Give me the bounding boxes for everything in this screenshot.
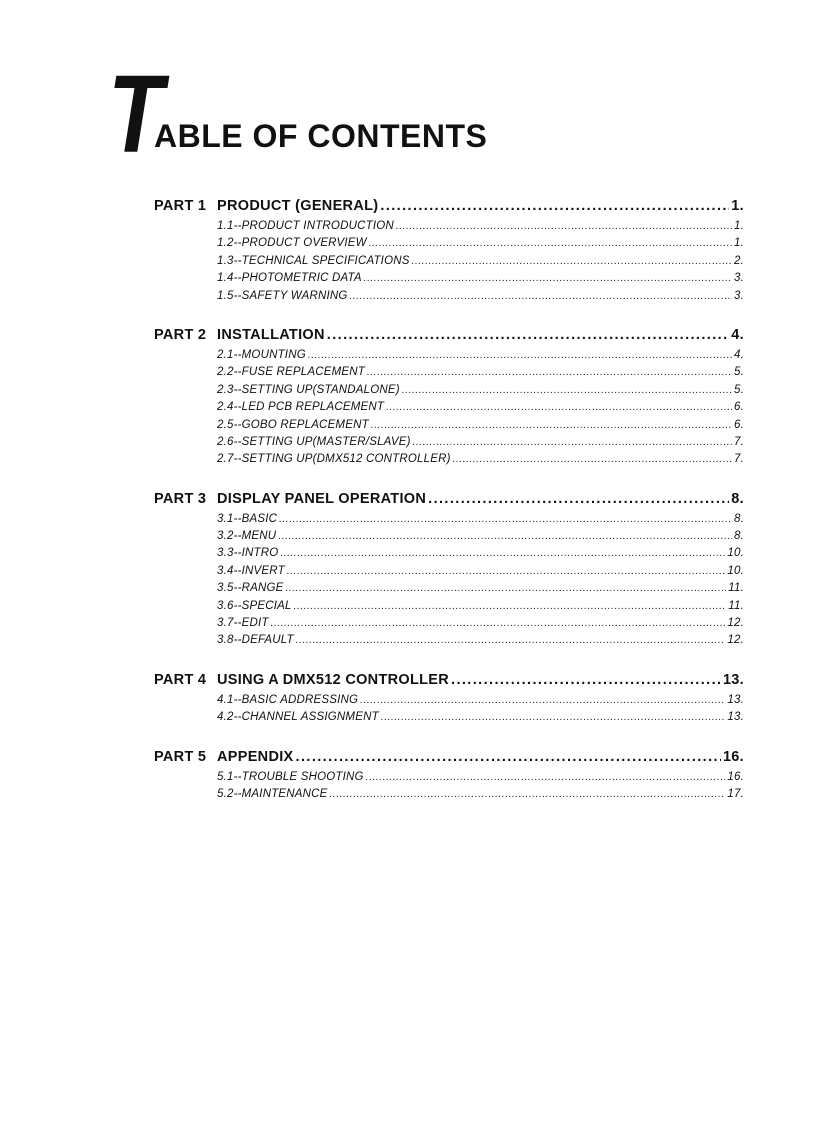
dot-leader <box>364 273 732 284</box>
dot-leader <box>327 327 730 343</box>
title-initial: T <box>108 53 162 176</box>
entry-page: 13. <box>727 693 744 706</box>
dot-leader <box>402 385 732 396</box>
entry-title: 3.2--MENU <box>217 530 277 543</box>
entry-page: 17. <box>727 787 744 800</box>
entry-page: 1. <box>734 220 744 232</box>
entry-title: 5.1--TROUBLE SHOOTING <box>217 770 364 783</box>
toc-entry[interactable] <box>217 694 744 711</box>
dot-leader <box>287 566 726 577</box>
dot-leader <box>396 221 732 232</box>
entry-page: 1. <box>734 237 744 250</box>
toc-entry[interactable] <box>217 349 744 366</box>
entry-page: 10. <box>727 547 744 560</box>
entry-title: 1.4--PHOTOMETRIC DATA <box>217 272 362 285</box>
part-label: PART 1 <box>154 198 207 214</box>
entry-title: 2.7--SETTING UP(DMX512 CONTROLLER) <box>217 453 451 466</box>
dot-leader <box>451 672 721 688</box>
entry-page: 7. <box>734 453 744 466</box>
part-page: 8. <box>731 490 744 507</box>
entry-page: 12. <box>727 617 744 630</box>
dot-leader <box>386 402 732 413</box>
entry-title: 1.5--SAFETY WARNING <box>217 289 348 302</box>
toc-part-3 <box>154 491 744 652</box>
entry-page: 16. <box>727 770 744 783</box>
entry-page: 2. <box>734 254 744 267</box>
toc-part-heading[interactable] <box>154 491 744 513</box>
dot-leader <box>371 420 732 431</box>
toc-part-4 <box>154 672 744 729</box>
entry-title: 2.1--MOUNTING <box>217 348 306 361</box>
toc-entry[interactable] <box>217 290 744 307</box>
dot-leader <box>366 772 726 783</box>
dot-leader <box>453 454 732 465</box>
toc-part-1 <box>154 198 744 307</box>
dot-leader <box>296 749 721 765</box>
dot-leader <box>294 601 727 612</box>
part-title: PRODUCT (GENERAL) <box>217 198 379 214</box>
entry-page: 4. <box>734 348 744 361</box>
dot-leader <box>271 618 726 629</box>
entry-title: 3.1--BASIC <box>217 512 278 525</box>
entry-page: 6. <box>734 401 744 414</box>
entry-title: 3.6--SPECIAL <box>217 599 292 612</box>
toc-entry[interactable] <box>217 419 744 436</box>
toc-entry[interactable] <box>217 401 744 418</box>
entry-title: 2.2--FUSE REPLACEMENT <box>217 366 365 379</box>
dot-leader <box>412 256 732 267</box>
toc-entry[interactable] <box>217 711 744 728</box>
entry-page: 6. <box>734 418 744 431</box>
dot-leader <box>350 291 732 302</box>
toc-part-2 <box>154 327 744 471</box>
toc-part-5 <box>154 749 744 806</box>
entry-title: 2.4--LED PCB REPLACEMENT <box>217 401 385 414</box>
part-title: APPENDIX <box>217 748 294 765</box>
toc-entry[interactable] <box>217 436 744 453</box>
entry-title: 3.3--INTRO <box>217 547 279 560</box>
toc-items <box>154 349 744 471</box>
toc-entry[interactable] <box>217 513 744 530</box>
entry-page: 11. <box>728 599 744 612</box>
entry-title: 1.1--PRODUCT INTRODUCTION <box>217 220 394 232</box>
toc-entry[interactable] <box>217 237 744 254</box>
part-title: USING A DMX512 CONTROLLER <box>217 671 450 688</box>
toc-entry[interactable] <box>217 220 744 237</box>
title-text: ABLE OF CONTENTS <box>154 118 488 154</box>
part-title: DISPLAY PANEL OPERATION <box>217 490 427 507</box>
entry-page: 12. <box>727 634 744 647</box>
toc-entry[interactable] <box>217 771 744 788</box>
entry-page: 8. <box>734 530 744 543</box>
entry-page: 3. <box>734 289 744 302</box>
dot-leader <box>360 695 725 706</box>
dot-leader <box>280 548 725 559</box>
entry-title: 3.5--RANGE <box>217 582 284 595</box>
part-page: 1. <box>731 198 744 214</box>
entry-title: 2.5--GOBO REPLACEMENT <box>217 418 369 431</box>
toc-entry[interactable] <box>217 366 744 383</box>
entry-title: 1.3--TECHNICAL SPECIFICATIONS <box>217 254 410 267</box>
toc-entry[interactable] <box>217 600 744 617</box>
entry-page: 5. <box>734 383 744 396</box>
toc-entry[interactable] <box>217 634 744 651</box>
part-label: PART 5 <box>154 748 207 765</box>
part-page: 4. <box>731 326 744 343</box>
part-label: PART 3 <box>154 490 207 507</box>
toc-entry[interactable] <box>217 547 744 564</box>
dot-leader <box>413 437 732 448</box>
toc-entry[interactable] <box>217 384 744 401</box>
entry-title: 3.8--DEFAULT <box>217 634 294 647</box>
toc-part-heading[interactable] <box>154 749 744 771</box>
part-page: 13. <box>722 671 744 688</box>
part-label: PART 4 <box>154 671 207 688</box>
dot-leader <box>279 514 732 525</box>
entry-title: 3.7--EDIT <box>217 617 269 630</box>
entry-page: 7. <box>734 435 744 448</box>
toc-items <box>154 694 744 729</box>
toc-part-heading[interactable] <box>154 672 744 694</box>
dot-leader <box>381 712 726 723</box>
toc-entry[interactable] <box>217 565 744 582</box>
toc-entry[interactable] <box>217 530 744 547</box>
entry-page: 8. <box>734 512 744 525</box>
entry-page: 13. <box>727 711 744 724</box>
toc-entry[interactable] <box>217 453 744 470</box>
dot-leader <box>367 367 732 378</box>
toc-part-heading[interactable] <box>154 327 744 349</box>
entry-page: 11. <box>728 582 744 595</box>
toc-entry[interactable] <box>217 617 744 634</box>
dot-leader <box>286 583 727 594</box>
entry-page: 5. <box>734 366 744 379</box>
entry-title: 1.2--PRODUCT OVERVIEW <box>217 237 367 250</box>
dot-leader <box>380 198 729 214</box>
dot-leader <box>308 350 732 361</box>
entry-title: 2.3--SETTING UP(STANDALONE) <box>217 383 400 396</box>
toc-items <box>154 220 744 307</box>
entry-title: 3.4--INVERT <box>217 564 285 577</box>
part-label: PART 2 <box>154 326 207 343</box>
dot-leader <box>330 789 726 800</box>
toc-items <box>154 771 744 806</box>
entry-title: 4.1--BASIC ADDRESSING <box>217 693 359 706</box>
toc-entry[interactable] <box>217 582 744 599</box>
toc-entry[interactable] <box>217 255 744 272</box>
part-title: INSTALLATION <box>217 326 325 343</box>
toc-entry[interactable] <box>217 272 744 289</box>
entry-title: 5.2--MAINTENANCE <box>217 787 328 800</box>
toc-part-heading[interactable] <box>154 198 744 220</box>
table-of-contents <box>154 198 744 825</box>
dot-leader <box>428 491 729 507</box>
entry-title: 4.2--CHANNEL ASSIGNMENT <box>217 711 379 724</box>
dot-leader <box>369 238 732 249</box>
part-page: 16. <box>722 748 744 765</box>
dot-leader <box>296 635 726 646</box>
entry-title: 2.6--SETTING UP(MASTER/SLAVE) <box>217 435 411 448</box>
toc-entry[interactable] <box>217 788 744 805</box>
entry-page: 10. <box>727 564 744 577</box>
dot-leader <box>278 531 732 542</box>
toc-items <box>154 513 744 652</box>
entry-page: 3. <box>734 272 744 285</box>
